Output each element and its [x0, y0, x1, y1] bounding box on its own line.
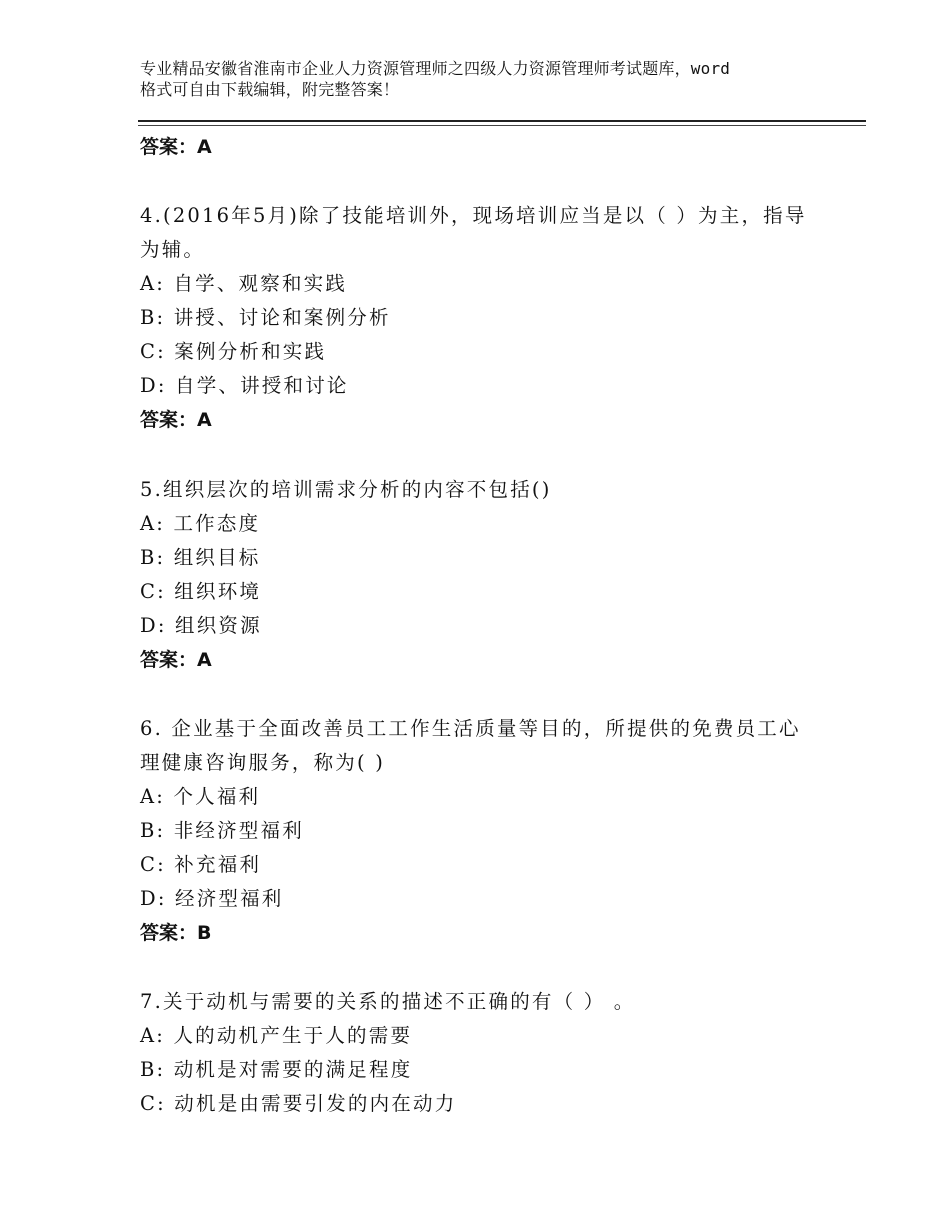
- question-5-option-c: C: 组织环境: [140, 580, 262, 603]
- question-7-option-b: B: 动机是对需要的满足程度: [140, 1058, 413, 1081]
- header-line-2: 格式可自由下载编辑，附完整答案！: [140, 80, 400, 99]
- question-6-stem: 6. 企业基于全面改善员工工作生活质量等目的，所提供的免费员工心: [140, 717, 801, 740]
- question-5-option-b: B: 组织目标: [140, 546, 261, 569]
- header-line-1: 专业精品安徽省淮南市企业人力资源管理师之四级人力资源管理师考试题库，word: [140, 59, 731, 78]
- question-6-option-a: A: 个人福利: [140, 785, 261, 808]
- question-7-stem: 7.关于动机与需要的关系的描述不正确的有（ ） 。: [140, 990, 636, 1013]
- question-5-answer: 答案：A: [140, 649, 212, 671]
- header-divider-thin: [138, 125, 866, 126]
- question-5-option-d: D: 组织资源: [140, 614, 262, 637]
- question-5-stem: 5.组织层次的培训需求分析的内容不包括(): [140, 478, 552, 501]
- question-4-answer: 答案：A: [140, 409, 212, 431]
- question-4-option-c: C: 案例分析和实践: [140, 340, 327, 363]
- question-6-option-d: D: 经济型福利: [140, 887, 284, 910]
- question-7-option-c: C: 动机是由需要引发的内在动力: [140, 1092, 457, 1115]
- question-6-stem-cont: 理健康咨询服务，称为( ): [140, 751, 386, 774]
- question-6-option-c: C: 补充福利: [140, 853, 262, 876]
- question-4-option-a: A: 自学、观察和实践: [140, 272, 348, 295]
- question-6-option-b: B: 非经济型福利: [140, 819, 304, 842]
- question-7-option-a: A: 人的动机产生于人的需要: [140, 1024, 413, 1047]
- answer-label: 答案：A: [140, 136, 212, 158]
- document-header: [140, 58, 830, 100]
- question-6-answer: 答案：B: [140, 922, 212, 944]
- question-5-option-a: A: 工作态度: [140, 512, 261, 535]
- header-divider: [138, 120, 866, 122]
- question-4-stem: 4.(2016年5月)除了技能培训外，现场培训应当是以（ ）为主，指导: [140, 204, 807, 227]
- question-4-option-b: B: 讲授、讨论和案例分析: [140, 306, 391, 329]
- question-4-option-d: D: 自学、讲授和讨论: [140, 374, 349, 397]
- question-4-stem-cont: 为辅。: [140, 238, 206, 261]
